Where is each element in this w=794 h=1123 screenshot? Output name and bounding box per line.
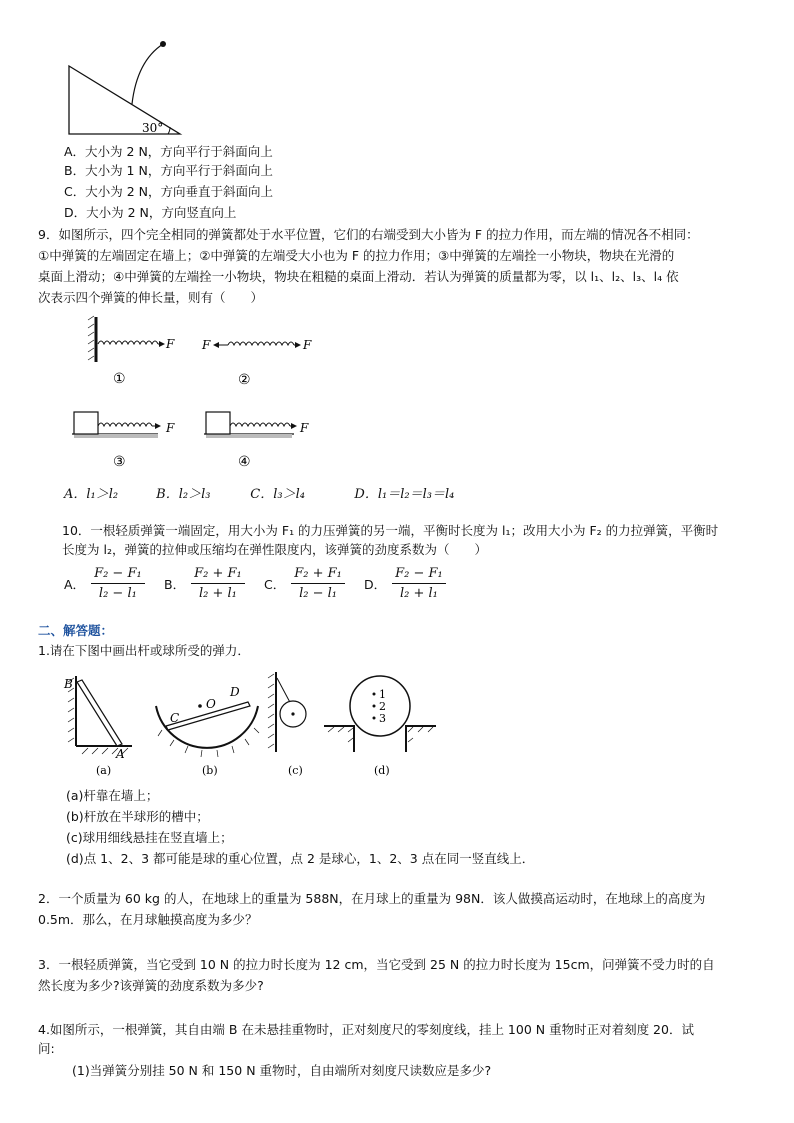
q9-line-1: 9．如图所示，四个完全相同的弹簧都处于水平位置，它们的右端受到大小皆为 F 的拉力作用，而左端的情况各不相同：	[38, 227, 699, 242]
spring-figure	[68, 312, 328, 472]
q8-option-a: A．大小为 2 N，方向平行于斜面向上	[64, 144, 273, 159]
q8-option-c: C．大小为 2 N，方向垂直于斜面向上	[64, 184, 273, 199]
q10-option-b-label: B．	[164, 576, 186, 592]
s2-q4-line-1: 4.如图所示，一根弹簧，其自由端 B 在未悬挂重物时，正对刻度尺的零刻度线，挂上 100 N 重物时正对着刻度 20．试	[38, 1022, 694, 1037]
point-label-c: C	[170, 711, 180, 725]
spring-case-3	[72, 412, 175, 470]
force-label-3: F	[166, 421, 175, 435]
q9-line-2: ①中弹簧的左端固定在墙上；②中弹簧的左端受大小也为 F 的拉力作用；③中弹簧的左端拴一小物块，物块在光滑的	[38, 248, 675, 263]
q9-option-b: B．l₂＞l₃	[156, 487, 211, 502]
s2-q3-line-2: 然长度为多少?该弹簧的劲度系数为多少?	[38, 978, 264, 993]
force-label-1: F	[166, 337, 175, 351]
q10-a-numerator: F₂ − F₁	[91, 566, 145, 584]
s2-q1-item-a: (a)杆靠在墙上；	[66, 788, 159, 803]
q10-d-numerator: F₂ − F₁	[392, 566, 446, 584]
incline-triangle	[69, 66, 180, 134]
force-label-2b: F	[303, 338, 312, 352]
ball	[160, 41, 166, 47]
q10-d-denominator: l₂ + l₁	[400, 586, 438, 601]
angle-arc	[168, 127, 170, 134]
point-label-3: 3	[379, 712, 386, 725]
s2-q4-line-2: 问:	[38, 1041, 55, 1056]
case-label-2: ②	[238, 372, 251, 388]
point-label-2: 2	[379, 700, 386, 713]
q8-option-d: D．大小为 2 N，方向竖直向上	[64, 205, 237, 220]
q10-option-c-label: C．	[264, 576, 286, 592]
q10-a-denominator: l₂ − l₁	[98, 586, 137, 601]
case-label-4: ④	[238, 454, 251, 470]
q10-line-1: 10．一根轻质弹簧一端固定，用大小为 F₁ 的力压弹簧的另一端，平衡时长度为 l₁；改用大小为 F₂ 的力拉弹簧，平衡时	[62, 523, 719, 538]
q10-option-a	[64, 566, 145, 601]
caption-c: (c)	[288, 764, 303, 777]
point-label-d: D	[230, 685, 240, 699]
s2-q4-line-3: (1)当弹簧分别挂 50 N 和 150 N 重物时，自由端所对刻度尺读数应是多少?	[72, 1063, 492, 1078]
spring-case-4	[204, 412, 309, 470]
figure-d	[324, 676, 436, 777]
q10-option-a-label: A．	[64, 576, 86, 592]
s2-q3-line-1: 3．一根轻质弹簧，当它受到 10 N 的拉力时长度为 12 cm，当它受到 25 N 的拉力时长度为 15cm，问弹簧不受力时的自	[38, 957, 715, 972]
force-label-2a: F	[202, 338, 211, 352]
q10-b-numerator: F₂ + F₁	[191, 566, 245, 584]
force-label-4: F	[300, 421, 309, 435]
q10-option-b	[164, 566, 245, 601]
q9-line-3: 桌面上滑动；④中弹簧的左端拴一小物块，物块在粗糙的桌面上滑动．若认为弹簧的质量都为零，以 l₁、l₂、l₃、l₄ 依	[38, 269, 679, 284]
s2-q2-line-1: 2．一个质量为 60 kg 的人，在地球上的重量为 588N，在月球上的重量为 98N．该人做摸高运动时，在地球上的高度为	[38, 891, 706, 906]
point-label-a: A	[116, 747, 125, 761]
q8-option-b: B．大小为 1 N，方向平行于斜面向上	[64, 163, 273, 178]
q9-options	[64, 483, 454, 502]
q10-option-d-label: D．	[364, 576, 387, 592]
q10-b-denominator: l₂ + l₁	[198, 586, 237, 601]
spring-case-2	[201, 338, 312, 388]
s2-q1-item-d: (d)点 1、2、3 都可能是球的重心位置，点 2 是球心，1、2、3 点在同一竖直线上．	[66, 851, 535, 866]
caption-d: (d)	[374, 764, 390, 777]
q10-c-denominator: l₂ − l₁	[299, 586, 337, 601]
q9-option-a: A．l₁＞l₂	[64, 487, 119, 502]
figure-b	[156, 685, 259, 777]
point-label-1: 1	[379, 688, 386, 701]
q9-option-d: D．l₁＝l₂＝l₃＝l₄	[354, 487, 455, 502]
q9-option-c: C．l₃＞l₄	[250, 487, 305, 502]
q10-line-2: 长度为 l₂，弹簧的拉伸或压缩均在弹性限度内，该弹簧的劲度系数为（ ）	[62, 542, 487, 557]
q10-option-c	[264, 566, 345, 601]
q9-line-4: 次表示四个弹簧的伸长量，则有（ ）	[38, 290, 264, 305]
caption-a: (a)	[96, 764, 112, 777]
s2-q1-text: 1.请在下图中画出杆或球所受的弹力．	[38, 643, 250, 658]
spring-case-1	[88, 316, 175, 387]
point-label-o: O	[206, 697, 216, 711]
string-line	[132, 44, 163, 104]
s2-q1-item-b: (b)杆放在半球形的槽中；	[66, 809, 209, 824]
elastic-force-figure	[62, 668, 442, 780]
case-label-3: ③	[113, 454, 126, 470]
figure-c	[268, 672, 306, 777]
caption-b: (b)	[202, 764, 218, 777]
case-label-1: ①	[113, 371, 126, 387]
angle-label: 30°	[142, 121, 164, 135]
s2-q1-item-c: (c)球用细线悬挂在竖直墙上；	[66, 830, 233, 845]
point-label-b: B	[64, 677, 73, 691]
incline-figure	[62, 36, 192, 136]
q10-option-d	[364, 566, 446, 601]
s2-q2-line-2: 0.5m．那么，在月球触摸高度为多少？	[38, 912, 258, 927]
q10-c-numerator: F₂ + F₁	[291, 566, 345, 584]
section-heading: 二、解答题：	[38, 623, 114, 638]
figure-a	[63, 676, 132, 777]
